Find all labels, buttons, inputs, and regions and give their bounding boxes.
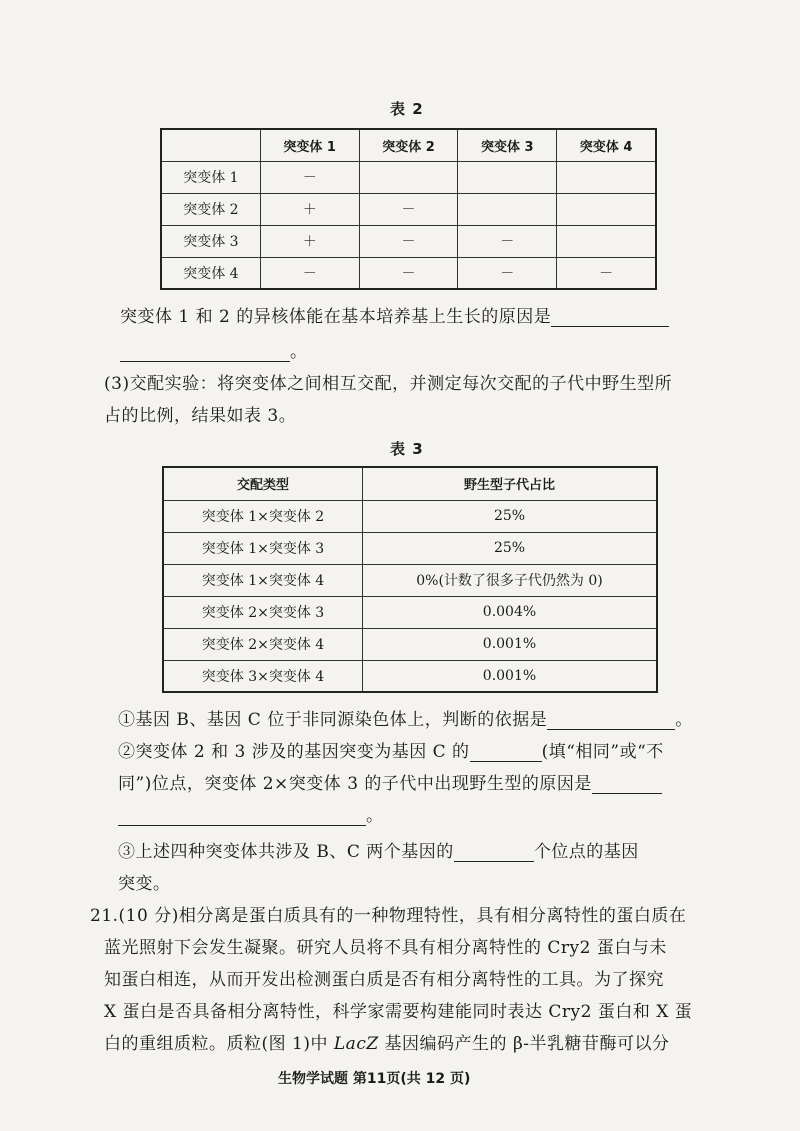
table2-cell — [557, 225, 656, 257]
sub2-text-c: 同”)位点，突变体 2×突变体 3 的子代中出现野生型的原因是 — [118, 774, 592, 794]
table2-cell: － — [458, 225, 557, 257]
table3-caption: 表 3 — [390, 440, 424, 458]
table3-header-row — [163, 467, 657, 500]
q21-line2: 蓝光照射下会发生凝聚。研究人员将不具有相分离特性的 Cry2 蛋白与未 — [104, 938, 667, 958]
answer-blank[interactable] — [470, 743, 542, 762]
table3-ratio: 0.004% — [363, 596, 658, 628]
table-row — [163, 564, 657, 596]
period: 。 — [366, 806, 384, 826]
table2-row-label: 突变体 1 — [161, 161, 260, 193]
table2-cell — [359, 161, 458, 193]
q21-line3: 知蛋白相连，从而开发出检测蛋白质是否有相分离特性的工具。为了探究 — [104, 970, 664, 990]
table2-cell: ＋ — [260, 193, 359, 225]
table2-cell — [557, 161, 656, 193]
answer-blank[interactable] — [592, 775, 662, 794]
sub1-text: ①基因 B、基因 C 位于非同源染色体上，判断的依据是 — [118, 710, 548, 730]
table3-mating-type: 突变体 1×突变体 3 — [163, 532, 363, 564]
table3-mating-type: 突变体 1×突变体 4 — [163, 564, 363, 596]
gene-name-lacz: LacZ — [333, 1034, 379, 1054]
table2-header-row — [161, 129, 656, 161]
page-footer: 生物学试题 第11页(共 12 页) — [278, 1071, 471, 1087]
table2-row-label: 突变体 2 — [161, 193, 260, 225]
table2-cell: － — [359, 225, 458, 257]
table2-cell: － — [359, 257, 458, 289]
table-row — [161, 193, 656, 225]
sub2-line1 — [118, 742, 664, 762]
table2-corner-cell — [161, 129, 260, 161]
table3-ratio: 25% — [363, 532, 658, 564]
q21-line5-a: 白的重组质粒。质粒(图 1)中 — [104, 1034, 334, 1054]
table2 — [160, 128, 657, 290]
table-row — [161, 161, 656, 193]
answer-blank[interactable] — [551, 308, 669, 327]
sub2-text-a: ②突变体 2 和 3 涉及的基因突变为基因 C 的 — [118, 742, 470, 762]
table3-ratio: 0.001% — [363, 628, 658, 660]
table2-cell: － — [557, 257, 656, 289]
table-row — [163, 532, 657, 564]
q21-line5-b: 基因编码产生的 β-半乳糖苷酶可以分 — [378, 1034, 670, 1054]
table3-col-header: 野生型子代占比 — [363, 467, 658, 500]
table2-caption: 表 2 — [390, 100, 424, 118]
table2-cell: ＋ — [260, 225, 359, 257]
table2-cell: － — [260, 161, 359, 193]
table2-cell — [458, 161, 557, 193]
table3-ratio: 0.001% — [363, 660, 658, 692]
table2-col-header: 突变体 2 — [359, 129, 458, 161]
table2-cell — [557, 193, 656, 225]
table3-mating-type: 突变体 2×突变体 4 — [163, 628, 363, 660]
table2-col-header: 突变体 4 — [557, 129, 656, 161]
table-row — [161, 257, 656, 289]
q21-line1: 21.(10 分)相分离是蛋白质具有的一种物理特性，具有相分离特性的蛋白质在 — [90, 906, 687, 926]
table2-row-label: 突变体 4 — [161, 257, 260, 289]
table2-cell: － — [260, 257, 359, 289]
table3-col-header: 交配类型 — [163, 467, 363, 500]
table-row — [163, 596, 657, 628]
q21-line5 — [104, 1034, 670, 1054]
sub3-line2: 突变。 — [118, 874, 171, 894]
table3-ratio: 25% — [363, 500, 658, 532]
period: 。 — [675, 710, 693, 730]
sub2-text-b: (填“相同”或“不 — [541, 742, 664, 762]
table2-col-header: 突变体 1 — [260, 129, 359, 161]
answer-blank[interactable] — [547, 711, 675, 730]
table2-cell — [458, 193, 557, 225]
sub2-line3 — [118, 806, 384, 826]
sub3-text-a: ③上述四种突变体共涉及 B、C 两个基因的 — [118, 842, 454, 862]
sub3-text-b: 个位点的基因 — [533, 842, 639, 862]
sub2-line2 — [118, 774, 662, 794]
answer-blank[interactable] — [120, 343, 290, 362]
answer-blank[interactable] — [118, 807, 366, 826]
sub1 — [118, 710, 693, 730]
table2-col-header: 突变体 3 — [458, 129, 557, 161]
hetero-answer-line — [120, 342, 308, 362]
hetero-question — [120, 307, 669, 327]
q21-line4: X 蛋白是否具备相分离特性，科学家需要构建能同时表达 Cry2 蛋白和 X 蛋 — [104, 1002, 693, 1022]
sub3-line1 — [118, 842, 639, 862]
table2-cell: － — [359, 193, 458, 225]
table3-mating-type: 突变体 1×突变体 2 — [163, 500, 363, 532]
table2-cell: － — [458, 257, 557, 289]
period: 。 — [290, 342, 308, 362]
table-row — [163, 660, 657, 692]
table2-row-label: 突变体 3 — [161, 225, 260, 257]
q3-line2: 占的比例，结果如表 3。 — [104, 406, 297, 426]
table-row — [163, 628, 657, 660]
table3-mating-type: 突变体 3×突变体 4 — [163, 660, 363, 692]
table3-mating-type: 突变体 2×突变体 3 — [163, 596, 363, 628]
table-row — [161, 225, 656, 257]
q3-line1: (3)交配实验：将突变体之间相互交配，并测定每次交配的子代中野生型所 — [104, 374, 673, 394]
table3 — [162, 466, 658, 693]
table-row — [163, 500, 657, 532]
table3-ratio: 0%(计数了很多子代仍然为 0) — [363, 564, 658, 596]
hetero-question-text: 突变体 1 和 2 的异核体能在基本培养基上生长的原因是 — [120, 307, 552, 327]
answer-blank[interactable] — [454, 843, 534, 862]
